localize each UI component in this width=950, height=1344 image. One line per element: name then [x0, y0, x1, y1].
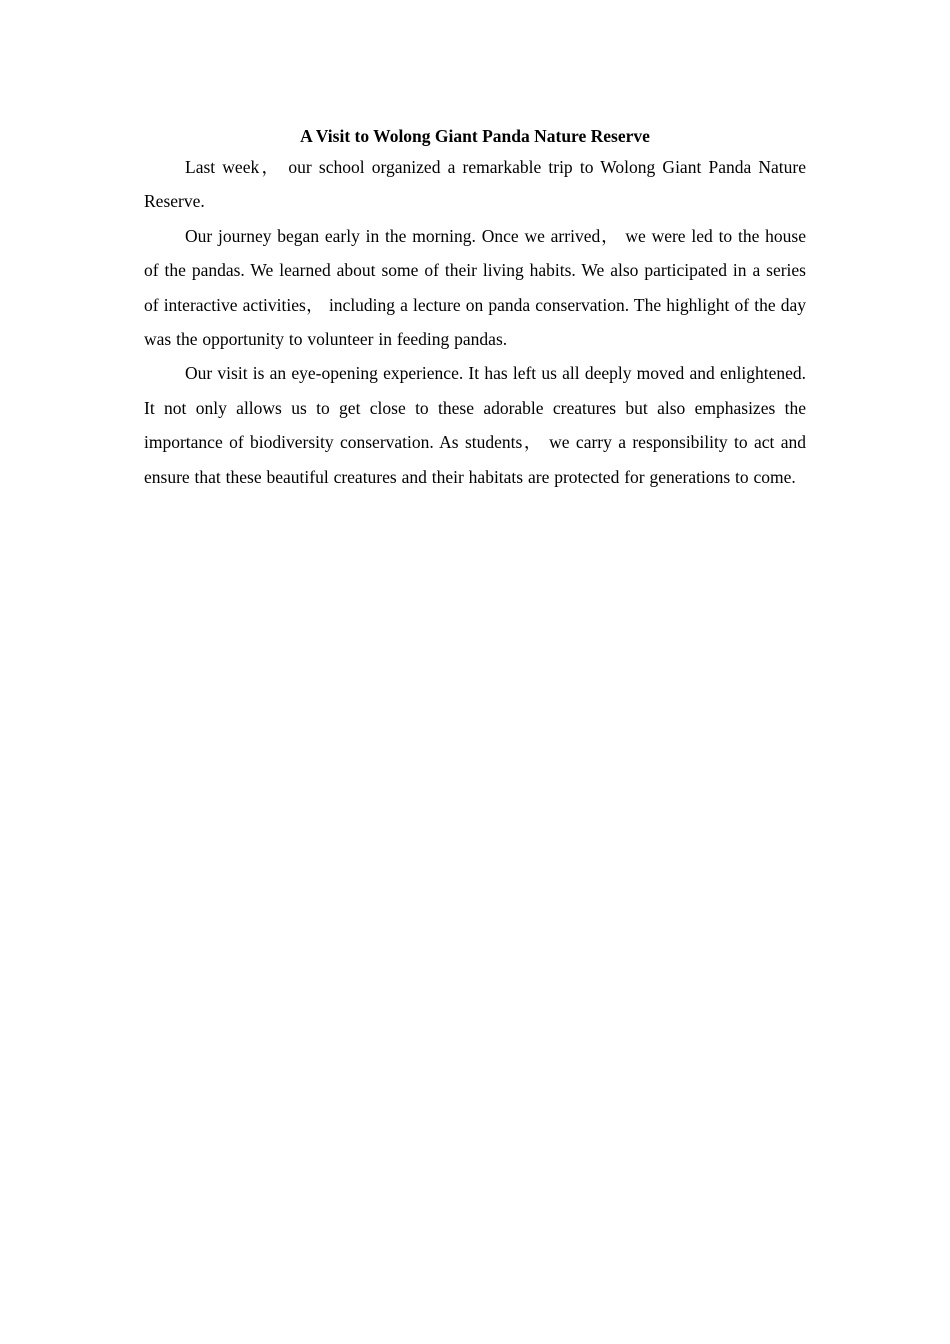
- paragraph-journey: Our journey began early in the morning. Once we arrived， we were led to the house of the pandas. We learned about some of their living habits. We also participated in a series of interactive activities， including a lecture on panda conservation. The highlight of the day was the opportunity to volunteer in feeding pandas.: [144, 225, 806, 350]
- paragraph-intro: Last week， our school organized a remarkable trip to Wolong Giant Panda Nature Reserve.: [144, 157, 806, 212]
- document-body: [144, 122, 806, 494]
- document-title: A Visit to Wolong Giant Panda Nature Reserve: [300, 126, 650, 146]
- paragraph-reflection: Our visit is an eye-opening experience. It has left us all deeply moved and enlightened. It not only allows us to get close to these adorable creatures but also emphasizes the importance of biodiversity conservation. As students， we carry a responsibility to act and ensure that these beautiful creatures and their habitats are protected for generations to come.: [144, 363, 806, 487]
